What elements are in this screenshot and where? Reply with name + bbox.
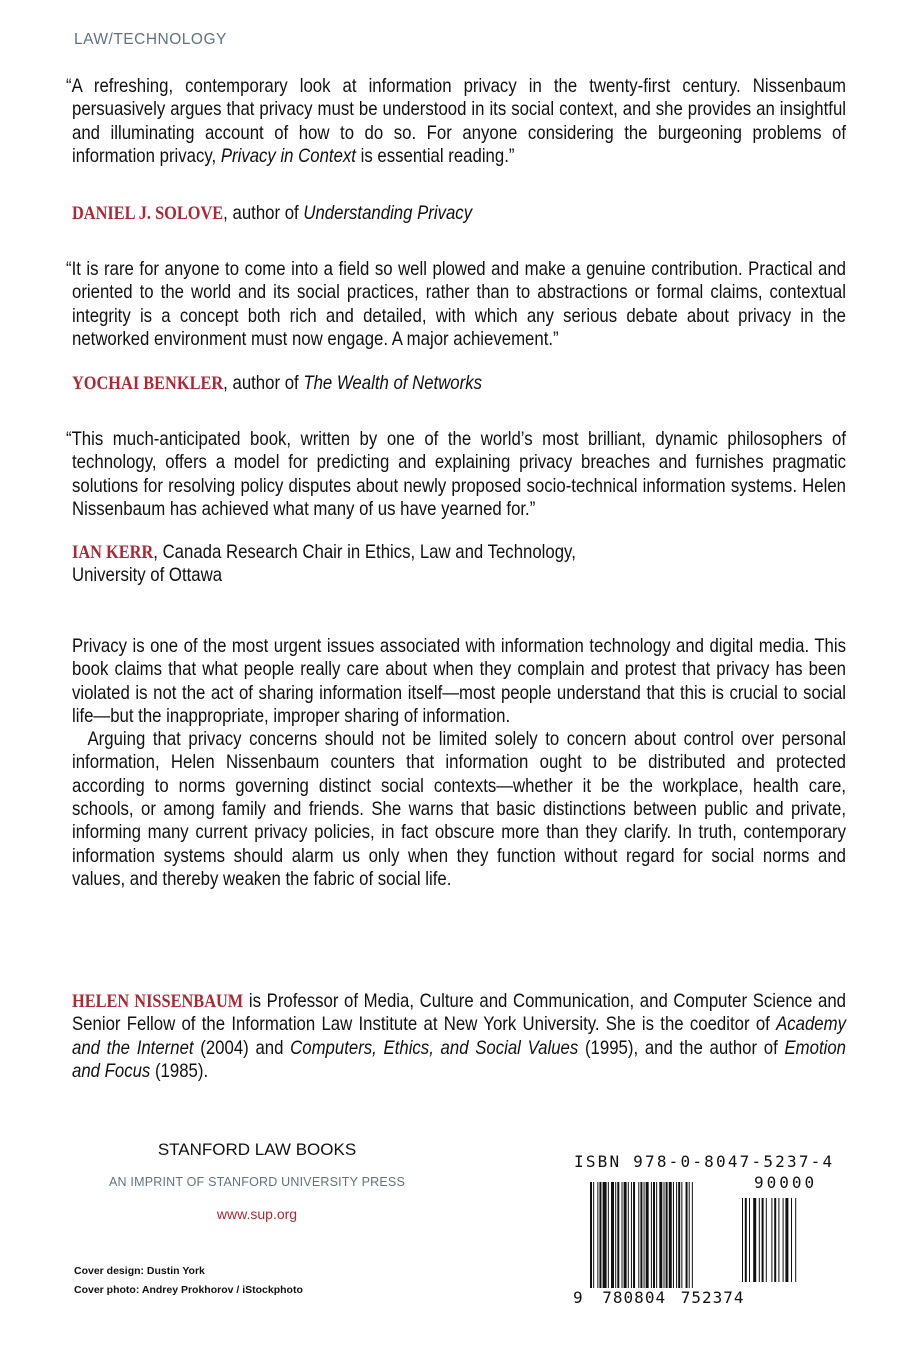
book-description xyxy=(72,635,907,891)
bio-text: (1985). xyxy=(150,1059,209,1082)
isbn-barcode xyxy=(590,1182,830,1292)
barcode-bar xyxy=(681,1182,682,1288)
endorsement-quote: “This much-anticipated book, written by one of the world’s most brilliant, dynamic philosophers of technology, offers a model for predicting and explaining privacy breaches and furnishes pragmatic solutions for resolving policy disputes about newly proposed socio-technical information systems. Helen Nissenbaum has achieved what many of us have yearned for.” xyxy=(65,428,847,520)
endorsement xyxy=(65,75,907,168)
publisher-imprint: AN IMPRINT OF STANFORD UNIVERSITY PRESS xyxy=(108,1175,406,1189)
barcode-bar xyxy=(689,1182,690,1288)
description-paragraph: Privacy is one of the most urgent issues associated with information technology and digital media. This book claims that what people really care about when they complain and protest that privacy has been violated is not the act of sharing information itself—most people understand that this is crucial to social life—but the inappropriate, improper sharing of information. xyxy=(72,635,846,727)
endorsement-quote: “It is rare for anyone to come into a field so well plowed and make a genuine contribution. Practical and oriented to the world and its social practices, rather than to abstractions or formal claims, contextual integrity is a concept both rich and detailed, with which any serious debate about privacy in the networked environment must now engage. A major achievement.” xyxy=(65,258,847,350)
barcode-addon-bar xyxy=(771,1198,772,1282)
author-name: HELEN NISSENBAUM xyxy=(72,991,244,1012)
barcode-addon-bar xyxy=(774,1198,776,1282)
barcode-bar xyxy=(615,1182,616,1288)
barcode-addon-bar xyxy=(785,1198,788,1282)
barcode-addon-bar xyxy=(795,1198,796,1282)
barcode-bar xyxy=(676,1182,677,1288)
barcode-bar xyxy=(646,1182,649,1288)
publisher-name: STANFORD LAW BOOKS xyxy=(157,1140,357,1159)
endorsement xyxy=(65,428,907,521)
bio-text: (2004) and xyxy=(193,1036,291,1059)
barcode-addon-bar xyxy=(745,1198,747,1282)
barcode-bar xyxy=(603,1182,607,1288)
barcode-bar xyxy=(669,1182,672,1288)
endorser-name: YOCHAI BENKLER xyxy=(72,373,224,394)
barcode-bar xyxy=(608,1182,609,1288)
book-title: Privacy in Context xyxy=(220,144,356,167)
endorsement-attribution xyxy=(72,541,907,588)
barcode-bar xyxy=(644,1182,645,1288)
barcode-bar xyxy=(597,1182,598,1288)
barcode-bar xyxy=(678,1182,680,1288)
barcode-bars-main xyxy=(590,1182,693,1288)
barcode-bar xyxy=(628,1182,629,1288)
barcode-addon-bar xyxy=(762,1198,764,1282)
barcode-bars-addon xyxy=(742,1198,796,1282)
barcode-addon-bar xyxy=(791,1198,792,1282)
barcode-bar xyxy=(638,1182,639,1288)
barcode-bar xyxy=(651,1182,652,1288)
author-bio xyxy=(72,990,907,1083)
barcode-bar xyxy=(653,1182,655,1288)
barcode-bar xyxy=(656,1182,657,1288)
barcode-addon-bar xyxy=(753,1198,756,1282)
book-title: Emotion and Focus xyxy=(72,1036,846,1082)
isbn-label: ISBN 978-0-8047-5237-4 xyxy=(574,1152,835,1171)
category-label: LAW/TECHNOLOGY xyxy=(74,31,227,48)
endorsement-attribution xyxy=(72,202,907,225)
barcode-bar xyxy=(590,1182,592,1288)
barcode-addon-bar xyxy=(742,1198,743,1282)
barcode-addon-bar xyxy=(766,1198,767,1282)
endorsement-quote xyxy=(65,75,847,168)
barcode-bar xyxy=(686,1182,688,1288)
cover-design-credit: Cover design: Dustin York xyxy=(74,1265,205,1277)
ean-first-digit: 9 xyxy=(573,1288,584,1307)
endorsement-attribution xyxy=(72,372,907,395)
endorser-role: , Canada Research Chair in Ethics, Law and Technology, xyxy=(153,541,576,563)
endorser-affiliation: University of Ottawa xyxy=(72,564,223,587)
ean-group-left: 780804 xyxy=(602,1288,667,1307)
barcode-bar xyxy=(622,1182,623,1288)
cover-credits xyxy=(74,1262,303,1300)
book-title: The Wealth of Networks xyxy=(303,372,483,394)
publisher-url[interactable]: www.sup.org xyxy=(216,1206,298,1222)
cover-photo-credit: Cover photo: Andrey Prokhorov / iStockphoto xyxy=(74,1284,303,1296)
barcode-digits xyxy=(573,1288,745,1307)
barcode-bar xyxy=(664,1182,665,1288)
barcode-bar xyxy=(617,1182,619,1288)
quote-text: is essential reading.” xyxy=(355,144,515,167)
barcode-bar xyxy=(659,1182,662,1288)
quote-text: “A refreshing, contemporary look at information privacy in the twenty-first century. Nissenbaum persuasively argues that privacy must be understood in its social context, and she provides an insightful and illuminating account of how to do so. For anyone considering the burgeoning problems of information privacy, xyxy=(65,75,847,167)
book-title: Understanding Privacy xyxy=(303,202,473,224)
endorser-name: IAN KERR xyxy=(72,542,154,563)
barcode-bar xyxy=(692,1182,693,1288)
barcode-bar xyxy=(640,1182,642,1288)
book-title: Academy and the Internet xyxy=(72,1013,846,1059)
barcode-bar xyxy=(666,1182,668,1288)
barcode-addon-bar xyxy=(783,1198,784,1282)
barcode-bar xyxy=(611,1182,614,1288)
barcode-bar xyxy=(633,1182,635,1288)
barcode-bar xyxy=(624,1182,627,1288)
bio-text: is Professor of Media, Culture and Communication, and Computer Science and Senior Fellow of the Information Law Institute at New York University. She is the coeditor of xyxy=(72,990,846,1036)
barcode-bar xyxy=(631,1182,632,1288)
barcode-bar xyxy=(593,1182,594,1288)
price-code: 90000 xyxy=(754,1173,818,1192)
barcode-bar xyxy=(673,1182,674,1288)
barcode-addon-bar xyxy=(749,1198,750,1282)
barcode-addon-bar xyxy=(759,1198,760,1282)
endorser-name: DANIEL J. SOLOVE xyxy=(72,203,224,224)
endorser-role: , author of xyxy=(223,202,304,224)
barcode-addon-bar xyxy=(778,1198,779,1282)
description-paragraph: Arguing that privacy concerns should not be limited solely to concern about control over personal information, Helen Nissenbaum counters that information ought to be distributed and protected according to norms governing distinct social contexts—whether it be the workplace, health care, schools, or among family and friends. She warns that basic distinctions between public and private, informing many current privacy policies, in fact obscure more than they clarify. In truth, contemporary information systems should alarm us only when they function without regard for social norms and values, and thereby weaken the fabric of social life. xyxy=(72,728,847,890)
ean-group-right: 752374 xyxy=(680,1288,745,1307)
barcode-bar xyxy=(599,1182,601,1288)
endorsement xyxy=(65,258,907,351)
book-title: Computers, Ethics, and Social Values xyxy=(290,1036,579,1059)
endorser-role: , author of xyxy=(223,372,304,394)
bio-text: (1995), and the author of xyxy=(578,1036,785,1059)
